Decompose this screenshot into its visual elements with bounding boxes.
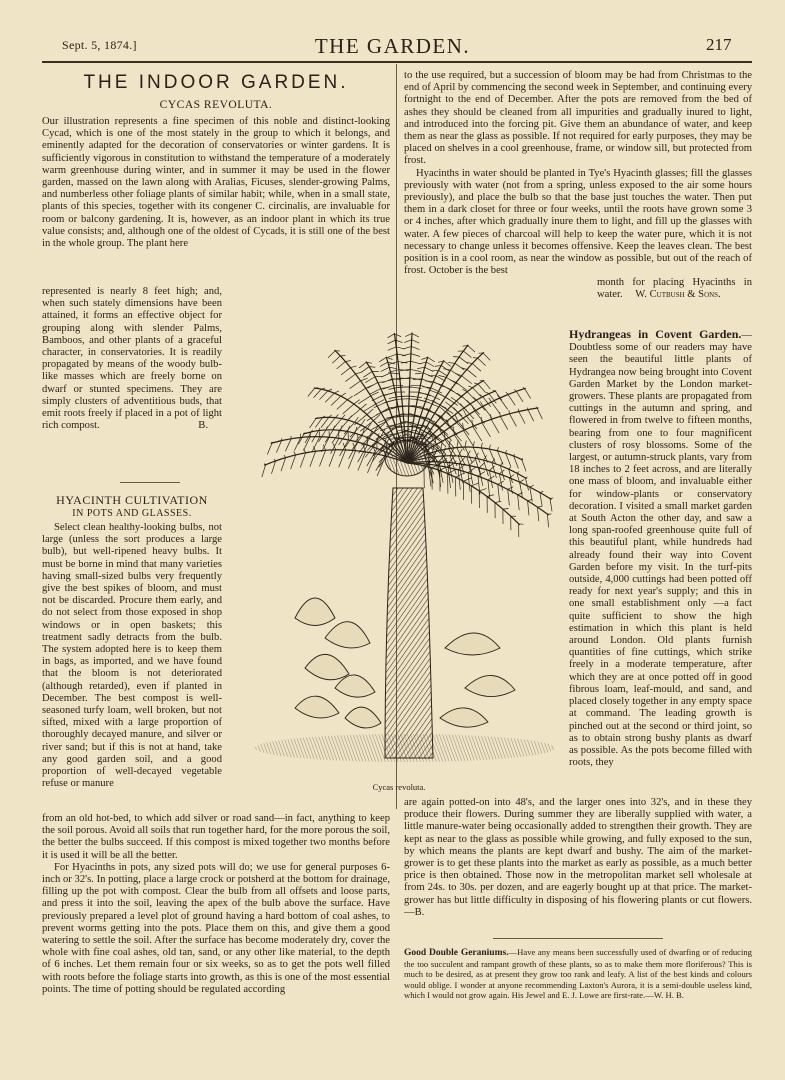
frond-leaflet (350, 366, 356, 367)
paragraph: —Have any means been successfully used of dwarfing or of reducing the too succulent and rampant growth of these plants, so as to make them more floriferous? This is much to be desired, as at present they grow too rank and leafy. A list of the best kinds and colours would oblige. I wonder at anyone recommending Laxton's Aurora, it is a semi-double useless kind, which I would not grow again. His Jewel and E. J. Lowe are first-rate.—W. H. B. (404, 947, 752, 1001)
frond-leaflet (500, 416, 507, 429)
frond-leaflet (415, 373, 423, 374)
frond-leaflet (367, 409, 373, 415)
frond-leaflet (308, 388, 315, 396)
frond-leaflet (303, 437, 310, 451)
frond-leaflet (310, 418, 316, 428)
frond-leaflet (373, 414, 380, 420)
frond-leaflet (488, 480, 490, 498)
frond-leaflet (381, 373, 390, 377)
frond-leaflet (467, 400, 471, 404)
frond-leaflet (506, 450, 507, 453)
hydrangeas-text-wide (404, 797, 752, 919)
hyacinth-text-wide (42, 813, 390, 996)
frond-leaflet (333, 419, 342, 430)
frond-leaflet (388, 354, 397, 357)
frond-leaflet (397, 396, 409, 397)
frond-leaflet (489, 449, 495, 463)
page-number: 217 (706, 35, 732, 54)
frond-leaflet (450, 380, 457, 383)
frond-leaflet (462, 376, 472, 384)
frond-leaflet (384, 392, 396, 396)
frond-leaflet (294, 437, 300, 450)
paragraph: Select clean healthy-looking bulbs, not large (unless the sort produces a large bulb), but well-ripened heavy bulbs. It must be borne in mind that many varieties having small-sized bulbs very frequently give the best spikes of bloom, and must not be discarded. Procure them early, and do not select from those exposed in shop windows or in open baskets; this treatment sadly detracts from the bulb. The system adopted here is to keep them in bags, as imported, and we have found that the bloom is not deteriorated (although retarded), even if planted in December. The best compost is well-seasoned turfy loam, well broken, but not sifted, mixed with a large proportion of thoroughly decayed manure, and silver or river sand; but if this is not at hand, take any good garden soil, and a good proportion of well-decayed vegetable refuse or manure (42, 522, 222, 790)
frond-leaflet (492, 463, 497, 478)
frond-leaflet (294, 452, 296, 455)
frond-leaflet (550, 498, 553, 499)
frond-leaflet (438, 393, 446, 397)
frond-leaflet (468, 473, 470, 492)
palm-frond (407, 463, 549, 515)
frond-leaflet (468, 386, 472, 388)
frond-leaflet (473, 426, 482, 441)
frond-leaflet (493, 390, 496, 391)
frond-leaflet (482, 423, 491, 437)
section-title: THE INDOOR GARDEN. (83, 72, 349, 93)
frond-leaflet (337, 362, 346, 369)
frond-leaflet (467, 369, 476, 377)
frond-leaflet (479, 462, 485, 467)
frond-leaflet (508, 489, 510, 505)
frond-leaflet (508, 394, 515, 405)
hyacinth-tail (597, 277, 752, 301)
frond-leaflet (394, 334, 401, 337)
frond-leaflet (380, 362, 388, 366)
frond-leaflet (445, 402, 451, 406)
cycas-text-wide (42, 116, 390, 250)
frond-leaflet (319, 450, 325, 466)
frond-leaflet (508, 487, 514, 490)
frond-leaflet (490, 414, 491, 419)
frond-leaflet (454, 407, 458, 412)
frond-leaflet (356, 372, 362, 374)
frond-leaflet (264, 464, 265, 465)
frond-leaflet (343, 404, 354, 414)
frond-leaflet (500, 398, 508, 409)
frond-leaflet (329, 450, 336, 467)
frond-leaflet (276, 441, 281, 453)
frond-leaflet (464, 430, 474, 445)
frond-leaflet (469, 465, 473, 484)
frond-leaflet (382, 379, 392, 383)
paragraph: Our illustration represents a fine specimen of this noble and distinct-looking Cycad, which is one of the most stately in the group to which it belongs, and eminently adapted for the decoration of conservatories or winter gardens. It is sufficiently vigorous in constitution to withstand the temperature of a moderately warm greenhouse during winter, and in summer it may be used in the flower garden, massed on the lawn along with Aralias, Ficuses, slender-growing Palms, and numberless other foliage plants of similar habit; while, when in a small state, plants of this species, together with its congener C. circinalis, are invaluable for room or balcony gardening. It is, however, as an indoor plant in which its true value consists; and, although one of the oldest of Cycads, it is still one of the best in the whole group. The plant here (42, 116, 390, 250)
frond-leaflet (454, 435, 464, 451)
paragraph: month for placing Hyacinths in water. (597, 277, 752, 301)
frond-leaflet (550, 498, 552, 511)
frond-leaflet (354, 388, 366, 396)
frond-leaflet (325, 393, 334, 402)
frond-leaflet (388, 340, 396, 344)
frond-leaflet (463, 423, 464, 430)
frond-leaflet (458, 412, 469, 423)
frond-leaflet (520, 480, 524, 483)
frond-leaflet (479, 489, 486, 491)
frond-leaflet (411, 346, 419, 349)
frond-leaflet (483, 353, 490, 360)
frond-leaflet (525, 478, 528, 491)
page-header (0, 34, 785, 60)
frond-leaflet (491, 402, 500, 414)
frond-leaflet (491, 419, 499, 433)
frond-leaflet (417, 367, 425, 368)
frond-leaflet (350, 425, 361, 437)
hyacinth-subheading: IN POTS AND GLASSES. (72, 508, 192, 519)
frond-leaflet (403, 346, 411, 349)
frond-leaflet (444, 361, 451, 367)
frond-leaflet (402, 354, 411, 356)
frond-leaflet (441, 365, 449, 371)
frond-leaflet (334, 391, 339, 393)
frond-leaflet (473, 388, 481, 397)
frond-leaflet (451, 397, 456, 401)
frond-leaflet (509, 410, 510, 414)
frond-leaflet (409, 396, 422, 398)
frond-leaflet (412, 340, 420, 343)
frond-leaflet (281, 458, 286, 472)
frond-leaflet (467, 392, 476, 401)
frond-leaflet (395, 340, 402, 342)
frond-leaflet (537, 506, 541, 507)
frond-leaflet (453, 427, 454, 435)
frond-leaflet (359, 362, 366, 368)
frond-leaflet (411, 361, 421, 364)
frond-leaflet (525, 477, 527, 478)
frond-leaflet (391, 373, 399, 374)
cycas-illustration (235, 288, 563, 768)
frond-leaflet (285, 439, 291, 452)
frond-leaflet (481, 417, 482, 423)
frond-leaflet (328, 389, 332, 391)
frond-leaflet (489, 445, 490, 449)
frond-leaflet (528, 410, 534, 422)
frond-leaflet (358, 396, 370, 404)
frond-leaflet (528, 501, 529, 516)
illustration-caption: Cycas revoluta. (372, 782, 426, 792)
frond-leaflet (404, 340, 411, 343)
frond-leaflet (428, 357, 435, 362)
frond-leaflet (510, 414, 517, 427)
frond-leaflet (522, 460, 526, 472)
frond-leaflet (498, 484, 500, 501)
paragraph: are again potted-on into 48's, and the larger ones into 32's, and in these they produce their flowers. During summer they are liberally supplied with water, a little manure-water being occasionally added to strengthen their growth. They are kept as near to the glass as possible while growing, and fully exposed to the sun, by which means the plants are kept dwarf and bushy. The aim of the market-grower is to get these plants into the market as early as possible, as a much better price is then obtained. Those now in the metropolitan market sell wholesale at from 24s. to 30s. per dozen, and are eagerly bought up at that price. The market-grower has but little difficulty in disposing of his flowering plants or cut flowers.—B. (404, 797, 752, 918)
frond-leaflet (379, 357, 386, 362)
frond-leaflet (516, 391, 523, 401)
frond-leaflet (537, 507, 538, 521)
frond-leaflet (457, 440, 458, 447)
frond-leaflet (483, 381, 490, 389)
frond-leaflet (463, 478, 471, 481)
frond-leaflet (540, 491, 544, 492)
frond-leaflet (463, 410, 466, 416)
frond-leaflet (478, 472, 485, 477)
frond-leaflet (342, 415, 345, 419)
issue-date: Sept. 5, 1874.] (62, 38, 137, 52)
frond-leaflet (465, 447, 472, 463)
frond-leaflet (310, 451, 316, 466)
frond-leaflet (473, 441, 474, 447)
frond-leaflet (472, 364, 481, 372)
frond-leaflet (387, 334, 394, 338)
frond-leaflet (284, 455, 286, 458)
frond-leaflet (321, 417, 329, 427)
hyacinth-heading-block (42, 494, 222, 520)
frond-leaflet (411, 354, 420, 357)
separator-rule (493, 938, 663, 939)
frond-leaflet (487, 495, 494, 497)
frond-leaflet (314, 389, 322, 398)
frond-leaflet (381, 367, 390, 371)
frond-leaflet (439, 375, 447, 377)
frond-leaflet (463, 351, 471, 358)
frond-leaflet (361, 378, 368, 381)
frond-leaflet (425, 381, 433, 382)
frond-leaflet (439, 370, 448, 376)
paragraph: —Doubtless some of our readers may have seen the beautiful little plants of Hydrangea now being brought into Covent Garden Market by the London market-growers. These plants are propagated from cuttings in the autumn and spring, and flowered in from twelve to fifteen months, bearing from one to four magnificent clusters of rosy blossoms. Some of the largest, or autumn-struck plants, vary from 18 inches to 2 feet across, and are literally one mass of bloom, and invaluable either for window-plants or conservatory decoration. I visited a small market garden at South Acton the other day, and saw a long span-roofed greenhouse quite full of this beautiful plant, while hundreds had already found their way into Covent Garden before my visit. In the turf-pits outside, 4,000 cuttings had been potted off ready for next year's supply; and this in one small establishment only —a fact quite sufficient to show the high estimation in which this plant is held around London. Old plants furnish quantities of fine cuttings, which strike freely in a moderate temperature, after which they are at once potted off in good fibrous loam, leaf-mould, and sand, and placed closely together in any empty space at command. The leading growth is pinched out at the second or third joint, so as to obtain strong bushy plants as dwarf as possible. As the pots become filled with roots, they (569, 330, 752, 769)
frond-leaflet (361, 367, 369, 373)
frond-leaflet (469, 459, 475, 465)
hyacinth-heading: HYACINTH CULTIVATION (56, 493, 208, 507)
frond-leaflet (448, 467, 450, 488)
frond-leaflet (397, 399, 408, 400)
frond-leaflet (331, 396, 341, 405)
hyacinth-text-narrow (42, 522, 222, 790)
frond-leaflet (345, 374, 355, 382)
frond-leaflet (338, 420, 348, 431)
frond-leaflet (518, 495, 520, 510)
frond-leaflet (509, 467, 511, 469)
cycas-heading: CYCAS REVOLUTA. (159, 99, 273, 111)
frond-leaflet (410, 369, 420, 371)
frond-leaflet (332, 430, 341, 443)
frond-leaflet (300, 453, 305, 468)
frond-leaflet (497, 451, 503, 465)
separator-rule (120, 482, 180, 483)
paragraph: to the use required, but a succession of bloom may be had from Christmas to the end of April by commencing the second week in September, and continuing every fortnight to the end of December. After the pots are removed from the bed of ashes they should be cleaned from all impurities and gradually inured to light, and introduced into the forcing pit. Give them an abundance of water, and keep them as near the glass as possible. If not required for early purposes, they may be placed on shelves in a cool greenhouse, frame, or window sill, but protected from frost. (404, 70, 752, 167)
frond-leaflet (396, 347, 404, 349)
paragraph: represented is nearly 8 feet high; and, when such stately dimensions have been attained, it forms an effective object for grouping along with slender Palms, Bamboos, and other plants of a graceful character, in conservatories. It is readily propagated by means of the woody bulb-like masses which are freely borne on dwarf or stunted specimens. They are simply clusters of adventitious buds, that emit roots freely if placed in a pot of light rich compost. (42, 286, 222, 432)
frond-leaflet (389, 367, 397, 368)
geraniums-note (404, 947, 752, 1001)
paragraph: For Hyacinths in pots, any sized pots will do; we use for general purposes 6-inch or 32's. In potting, place a large crock or potsherd at the bottom for drainage, filling up the pot with compost. Clear the bulb from all offsets and loose parts, and press it into the soil, leaving the apex of the bulb above the surface. Have previously prepared a level plot of ground having a hard bottom of coal ashes, to prevent worms getting into the pots. Place them on this, and give them a good watering to settle the soil. After the surface has become moderately dry, cover the whole with fine coal ashes, old tan, sand, or any other like material, to the depth of 6 inches. Let them remain four or six weeks, so as to get the pots well filled with roots before the foliage starts into growth, as this is one of the most essential points. The time of potting should be regulated according (42, 861, 390, 995)
frond-leaflet (478, 358, 486, 366)
frond-leaflet (448, 362, 455, 363)
frond-leaflet (337, 400, 347, 410)
frond-leaflet (365, 377, 375, 383)
frond-leaflet (412, 333, 419, 337)
frond-leaflet (540, 493, 542, 507)
frond-leaflet (537, 408, 542, 419)
frond-leaflet (363, 371, 372, 377)
frond-leaflet (465, 440, 466, 447)
frond-leaflet (298, 434, 304, 445)
frond-leaflet (366, 385, 373, 388)
header-rule (42, 61, 752, 63)
frond-leaflet (319, 391, 327, 400)
frond-leaflet (360, 404, 366, 409)
frond-leaflet (478, 384, 486, 393)
frond-leaflet (455, 363, 465, 370)
frond-leaflet (489, 471, 492, 488)
journal-title: THE GARDEN. (314, 34, 471, 58)
frond-leaflet (472, 420, 473, 427)
frond-leaflet (347, 396, 352, 400)
cycas-palm-engraving (235, 288, 563, 768)
frond-leaflet (361, 419, 365, 425)
frond-leaflet (339, 450, 346, 467)
signature: B. (198, 420, 208, 432)
paragraph: Hyacinths in water should be planted in Tye's Hyacinth glasses; fill the glasses previously with water (not from a spring, unless exposed to the air some hours previously), and place the bulb so that the base just touches the water. Then put them in a dark closet for three or four weeks, until the roots have grown some 3 or 4 inches, after which gradually inure them to light, and fill up the glasses with water. A few pieces of charcoal will help to keep the water pure, which it is not necessary to change unless it becomes offensive. Keep the leaves clean. The best position is in a cool room, as near the window as possible, but out of the reach of frost. October is the best (404, 167, 752, 277)
frond-leaflet (262, 465, 266, 477)
hyacinth-continued (404, 70, 752, 277)
frond-leaflet (455, 473, 464, 477)
frond-leaflet (350, 381, 361, 389)
frond-leaflet (451, 390, 463, 398)
frond-leaflet (426, 362, 434, 366)
frond-leaflet (456, 382, 467, 390)
frond-leaflet (486, 392, 489, 394)
frond-leaflet (328, 351, 335, 358)
paragraph: from an old hot-bed, to which add silver or road sand—in fact, anything to keep the soil porous. Avoid all soils that run together hard, for the more porous the soil, the better the bulbs succeed. If this compost is mixed together two months before it is used it will be all the better. (42, 813, 390, 861)
frond-leaflet (267, 443, 272, 454)
frond-leaflet (525, 389, 531, 399)
frond-leaflet (335, 415, 338, 418)
frond-leaflet (405, 333, 412, 336)
frond-leaflet (481, 443, 482, 448)
frond-leaflet (495, 501, 501, 502)
frond-leaflet (497, 447, 498, 451)
frond-leaflet (506, 392, 508, 395)
frond-leaflet (523, 387, 525, 388)
frond-leaflet (519, 412, 525, 424)
frond-leaflet (327, 418, 335, 429)
frond-leaflet (345, 361, 351, 362)
frond-leaflet (547, 514, 548, 527)
frond-leaflet (408, 427, 423, 428)
frond-leaflet (371, 392, 379, 396)
frond-leaflet (444, 386, 451, 389)
frond-leaflet (332, 356, 340, 363)
frond-leaflet (530, 485, 534, 487)
hydrangeas-text-narrow (569, 328, 752, 769)
frond-leaflet (459, 357, 468, 364)
frond-leaflet (460, 404, 464, 408)
frond-leaflet (468, 345, 475, 351)
signature: W. Cutbush & Sons. (635, 289, 721, 301)
frond-leaflet (489, 398, 491, 402)
frond-leaflet (503, 509, 509, 510)
frond-leaflet (388, 347, 396, 351)
frond-leaflet (474, 383, 478, 384)
frond-leaflet (341, 368, 350, 375)
frond-leaflet (341, 393, 346, 396)
frond-leaflet (291, 455, 296, 469)
hydrangeas-lead: Hydrangeas in Covent Garden. (569, 327, 742, 341)
frond-leaflet (517, 471, 519, 473)
frond-leaflet (348, 416, 352, 420)
frond-leaflet (315, 418, 322, 428)
frond-leaflet (500, 412, 501, 416)
geraniums-lead: Good Double Geraniums. (404, 948, 509, 958)
frond-leaflet (423, 373, 432, 377)
frond-leaflet (419, 393, 428, 394)
cycas-text-narrow (42, 286, 222, 432)
